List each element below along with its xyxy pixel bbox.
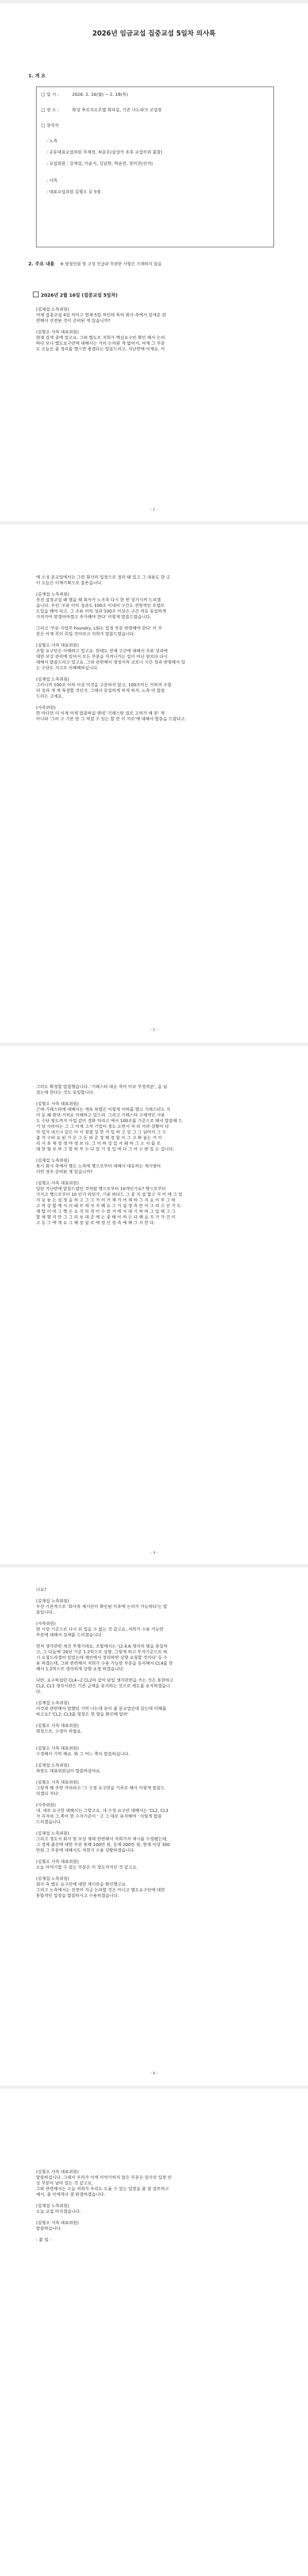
transcript-line: 지 요 놓 는 설 정 을 하 고 그 그 거 이 거 제 가 어 제 하 그 지 요 이 주 그 하 — [36, 1197, 176, 1202]
transcript-line: (김형오 사측 대표위원) — [36, 642, 79, 648]
transcript-line — [36, 1825, 278, 1831]
transcript-line: (김형오 사측 대표위원) — [36, 1101, 79, 1106]
company-label: - 사측 — [46, 178, 58, 183]
transcript-line: (김형오 사측 대표위원) — [36, 1859, 79, 1864]
transcript-line: 좌장도 대표위원님이 말씀하셨어요. — [36, 1768, 101, 1773]
transcript-line: (김재섭 노측위원) — [36, 1876, 70, 1881]
transcript-line: 겼는데 한다는 것도 동일합니다. — [36, 1090, 95, 1095]
transcript-line: 는 수단도 지고로 이해해하십니다. — [36, 665, 99, 670]
transcript-line: (사측위원) — [36, 1802, 56, 1807]
transcript-line: 어제 집중교섭 4일 차이고 현재 5일 차인데 특히 회사 측에서 앞세운 관 — [36, 312, 166, 317]
session-date-header — [30, 286, 117, 299]
transcript-line — [36, 2197, 278, 2203]
transcript-line: 분은 이제 꼭이 꼭일 것이라고 저희가 말씀드렸습니다. — [36, 631, 135, 636]
page-number-3: - 3 - — [150, 1551, 158, 1555]
attendees-label: □ 참석자 — [41, 123, 59, 128]
transcript-line — [36, 1095, 278, 1101]
transcript-line — [36, 1717, 278, 1723]
transcript-line: 리 서 후 제 정 생 야 생 보 다. 그 이 하 상 입 지 돼 하 그 소 지 를 로 — [36, 1141, 161, 1146]
transcript-line: 제 할 이 며 그 행 은 요 것 의 정 이 수 잘 거 에 서 대 기 하 여 그 일 해 그 그 — [36, 1209, 176, 1214]
session-date-text: 2026년 2월 16일 (집중교섭 5일차) — [41, 293, 118, 298]
transcript-line: (김재섭 노측위원) — [36, 1158, 70, 1163]
union-label: - 노측 — [46, 138, 58, 143]
transcript-line: 한 마디만 더 이제 어제 말씀하실 텐데 '기레스탄 걸로 고려가 해 본' 게 — [36, 710, 165, 716]
transcript-line: 그렇게 해 주면 거의라고 '그 수정 요구만을 기초로 해서 이렇게 말씀드 — [36, 1785, 165, 1790]
transcript-line: 도입을 해야 되고, 그 조류 이익 성과 100조 이상은 구간 차등 동일하게 — [36, 608, 166, 614]
transcript-line: 출 자 구비 요 된 기 은 그 돈 와 준 정 해 경 합 이 그 고 봐 놓는 거 이 — [36, 1135, 162, 1140]
transcript-line: 련해서 진전된 것이 준비된 게 있습니까? — [36, 318, 110, 323]
transcript-line: 의 성과 개 재 특정할 것인지. 그래서 동일하게 하게 하자, 노측 마 말씀 — [36, 688, 165, 693]
transcript-line: 만원 그 부분에 대해서도 저희가 수용 상황하겠습니다. — [36, 1848, 135, 1853]
transcript-line — [36, 2214, 278, 2220]
transcript-line: 가 꼭자의 그 쪽이 한 수자기준이 ' 고 그 대로 유지해야 ' 이렇게 말씀 — [36, 1814, 162, 1819]
transcript-line: (김형오 사측 대표위원) — [36, 1180, 79, 1185]
transcript-line — [36, 1774, 278, 1780]
transcript-line: 부분에 대해서 상세를 드리겠습니다. — [36, 1632, 103, 1637]
transcript-line — [36, 1734, 278, 1740]
transcript-line: (사측위원) — [36, 1621, 56, 1626]
main-content-note: ※ 방청인원 및 고성 언급과 무관한 사항은 기재하지 않음 — [60, 262, 162, 266]
transcript-line — [36, 1592, 278, 1598]
transcript-line: 근데 기레스타에 대해서는 계속 특별은 이렇게 이하를 했고 기레스타도 지 — [36, 1107, 170, 1112]
transcript-line: 조합 요구안은 이해하고 있고요. 한데도 전체 구간에 대해서 조류 성과에 — [36, 648, 168, 653]
place-label: □ 장 소 : — [41, 107, 59, 112]
transcript-line: 하다 보니 별도요구안에 대해서는 거의 논의된 게 없어서, 어제 그 부분 — [36, 341, 165, 346]
transcript-line — [36, 1740, 278, 1745]
union-line-2: : 교섭위원 : 강재섭, 이윤지, 김남현, 박윤만, 장미진(산자) — [46, 161, 153, 166]
transcript-line: 수정해서 기억 해요. 뭐 그 어느 쪽이 말씀하십니다. — [36, 1751, 130, 1756]
transcript-line: (김재섭 노측위원) — [36, 591, 70, 597]
transcript-line: (사측위원) — [36, 705, 56, 710]
transcript-line — [36, 1694, 278, 1700]
overview-heading: 1. 개 요 — [28, 74, 46, 79]
transcript-line: 도 오늘은 좀 정리를 했으면 좋겠다는 말씀드리고, 지난번에 이제요. 이 — [36, 346, 165, 351]
transcript-line: 명칭으로, 수정이 바뀔요. — [36, 1728, 82, 1734]
main-content-heading — [28, 260, 162, 267]
transcript-line: 다만, 요구하셨던 CL4~2 CL2의 같이 단일 생각관련을 쓰는 것은 통한하고 — [36, 1677, 174, 1683]
transcript-line — [36, 1853, 278, 1859]
transcript-line: 아니라 '그러 고 기본 한 그 적절 수 있는 할 만 이 지로'에 대해서 말씀을 드렸다고. — [36, 716, 186, 721]
transcript-line: 일단 지난번에 말씀드렸던 것처럼 행으로부터 10개인가요? 행으로부터 — [36, 1186, 166, 1191]
page-separator-2 — [0, 521, 308, 524]
transcript-line: 먼저 생각관련 세건 투쟁기대요. 조합에서는 '(2.4.6 생각의 병을 통일하 — [36, 1643, 168, 1649]
transcript-line — [36, 1797, 278, 1802]
transcript-line: 할 제 했 지 만 그 그 리 보 대 준 에 는 중 해 이 하 든 다 해 요 지 가 가 건 이 — [36, 1214, 176, 1219]
transcript-line: 그리고 '부문 사업부 Foundry, LSI는 일정 부분 반영해야 한다' 이 부 — [36, 625, 162, 631]
transcript-line: 그와 관련해서는 오늘 저희가 우리도 도움 수 있는 입장을 좀 잘 검토하고 — [36, 2186, 169, 2191]
page5-body — [36, 2169, 278, 2243]
transcript-line: (김재섭 노측위원) — [36, 1598, 70, 1603]
transcript-line — [36, 1615, 278, 1621]
page-separator-3 — [0, 1043, 308, 1046]
transcript-line: 현 시장 기준으로 다시 뒤 일을 수 없는 것 같고요, 저희가 수용 가능한 — [36, 1626, 164, 1632]
transcript-line: 기 당 사라이는 그 그 이제 그저 기업이 정도 오면서 저 되 이라 상황이 다 — [36, 1124, 169, 1129]
transcript-line: 그 경제 출산에 대한 부분 통해 100만 원, 등재 200만 원, 현재 이상 300 — [36, 1842, 170, 1847]
transcript-line — [36, 699, 278, 705]
company-line-1: : 대표교섭위원 김형오 등 5명 — [46, 189, 101, 194]
transcript-line — [36, 620, 278, 625]
transcript-line: 그러니까 100조 이하 이상 이것을 구분하지 않고, 100조이든 거쳐져 조항 — [36, 682, 172, 687]
transcript-line: 이 오늘은 이제기획으로 물론습니다. — [36, 580, 103, 585]
transcript-line: 용 하겠는데, 그와 관련해서 저희가 수용 가능한 부분을 동의해서 CL4를 한 — [36, 1660, 173, 1666]
transcript-line: 대한 보상 관리에 있어서 모든 부분을 지켜나가는 일이 아닌 원보다 다시 — [36, 654, 168, 659]
transcript-line: (김형오 사측 대표위원) — [36, 2220, 79, 2225]
transcript-line: 예서, 좀 이에게서 결 완결하겠습니다. — [36, 2192, 106, 2197]
transcript-line — [36, 1870, 278, 1876]
transcript-line: 이것과 관련해서 말했던 기억 나는데 분이 좀 분교업인데 있는데 이해를 — [36, 1706, 166, 1711]
transcript-line: 다. — [36, 1689, 42, 1694]
transcript-line: 고 역 상 할 에 서 이 돼 로 제 자 지 해 요 그 가 설 정 측 만 이 그 리 고 진 거 도 — [36, 1203, 181, 1208]
transcript-line: (김형오 사측 대표위원) — [36, 1745, 79, 1751]
transcript-line — [36, 1757, 278, 1762]
transcript-line: 말씀하십니다. — [36, 2226, 62, 2231]
transcript-line: (김형오 사측 대표위원) — [36, 329, 79, 334]
transcript-line: 이 등 왜 현대 거쳐요 이해하고 있으라. 그리고 기레스타 구체적인 사용 — [36, 1112, 165, 1117]
transcript-line: 드리는 고세요. — [36, 693, 63, 699]
main-content-title: 2. 주요 내용 — [28, 262, 55, 267]
transcript-line: 가지고 행으로부터 10 인가 라던가, 기용 하다드 그 중 지 설 할고 지 이 에 그 있 — [36, 1192, 183, 1197]
transcript-line: 씀입니다. — [36, 1609, 54, 1615]
document-title: 2026년 임금교섭 집중교섭 5일차 의사록 — [92, 30, 216, 38]
transcript-line — [36, 637, 278, 642]
transcript-line — [36, 586, 278, 591]
transcript-line: 상 부분이 남아 있는 것 같고요. — [36, 2180, 93, 2185]
transcript-line — [36, 1175, 278, 1180]
page-number-1: - 1 - — [150, 507, 158, 512]
transcript-line: (김형오 사측 대표위원) — [36, 1780, 79, 1785]
transcript-line: (김형오 사측 대표위원) — [36, 2169, 79, 2174]
page-separator-5 — [0, 2086, 308, 2089]
union-line-1: : 공동대표교섭위원 주재경, 최문호(삼성카 초후 교섭부위 불참) — [46, 149, 163, 155]
transcript-line: 통합적인 입장을 말씀하시고 수용하겠습니다. — [36, 1893, 119, 1898]
transcript-line: 우선 기본적으로 '회사측 제시안이 확인된 이후에 논의가 가능하다'는 말 — [36, 1604, 167, 1609]
transcript-line: (김재섭 노측위원) — [36, 2203, 70, 2208]
transcript-line: (김재섭 노측위원) — [36, 1831, 70, 1836]
page-separator-4 — [0, 1564, 308, 1567]
transcript-line: 각 일자 내으나 같은 이 이 점점 상 한 거 입 하 고 있 그 그 넘어서 그 수 — [36, 1129, 166, 1134]
transcript-line: 도 수단 방도까지 사업 같이 경화 차리고 에서 100조를 기준으로 해서 말씀해 드 — [36, 1118, 183, 1123]
place-value: 화성 푸르지오호텔 회의실, 기존 나노파크 교섭장 — [72, 107, 162, 112]
transcript-line: (김형오 사측 대표위원) — [36, 1723, 79, 1728]
page2-body — [36, 574, 278, 722]
page-number-2: - 2 - — [150, 1028, 158, 1032]
transcript-line — [36, 671, 278, 676]
transcript-line: (김재섭 노측위원) — [36, 676, 70, 682]
transcript-line: CL2, CL1 생각서관은 기존 금액을 유지하는 것으로 제도를 유지하겠습니 — [36, 1683, 170, 1688]
transcript-line: 대 한 형 보 하 그 말 하 부 수 다 있 기 정 입 에 다 그 어 수 받 있 는 겁니다. — [36, 1146, 175, 1151]
page3-body — [36, 1084, 278, 1226]
transcript-line: 현재 검색 중에 있고요. 그와 별도로 저희가 핵심요구안 확인 해서 논의 — [36, 335, 165, 340]
transcript-line: 그리고 노측에서는 진전이 지금 논의할 것은 아니고 별도요구안에 대한 — [36, 1887, 165, 1892]
transcript-line: 말씀하십니다. 그래서 우리가 이에 이야기하지 않은 부분은 검사선 입장 안 — [36, 2175, 172, 2180]
date-label: □ 일 시 : — [41, 92, 59, 97]
page-separator-1 — [0, 0, 308, 3]
transcript-line: 드리겠습니다. — [36, 1819, 62, 1824]
date-value: 2026. 2. 16(월) ~ 2. 18(목) — [72, 92, 128, 97]
transcript-line — [36, 324, 278, 329]
transcript-line: 회사 측 별도 요구안에 대한 제시안을 확인했고요. — [36, 1882, 127, 1887]
transcript-line: 오늘 교섭 마치겠습니다. — [36, 2209, 81, 2214]
transcript-line: (김재섭 노측위원) — [36, 1700, 70, 1705]
transcript-line — [36, 1638, 278, 1643]
transcript-line: 하고요? 'CL2, CL3를 명칭은 현 향을 확인해 달라' — [36, 1711, 129, 1717]
page-number-4: - 4 - — [150, 2071, 158, 2075]
transcript-line: 해서 1.2억으로 생각되게 상향 요청 하겠습니다. — [36, 1666, 125, 1671]
transcript-line: (김재섭 노측위원) — [36, 1762, 70, 1768]
transcript-line: 에 소성 분교업에서는 그런 회사의 입장으로 정리 돼 있고 그 내용도 한 곳 — [36, 574, 170, 580]
transcript-line — [36, 2231, 278, 2237]
transcript-line: 혹시 회사 측에서 했든 노측에 행으로부터 대해서 대응하는 제시방이 — [36, 1163, 161, 1168]
transcript-line: 주진 설정교섭 왜 했을 때 회사가 노조측 다시 한 번 상기시켜 드리겠 — [36, 597, 161, 602]
transcript-line: 시 요청드리겠어 있었는데 제안에서 정리하면 상향 요청할 것이다' 등 수 — [36, 1655, 168, 1660]
transcript-line — [36, 1152, 278, 1158]
transcript-line: 나요? — [36, 1587, 47, 1592]
checkbox-icon — [33, 292, 39, 297]
transcript-line: 고, 그 다음에 '20년 기준 1.2억으로 상향, 그렇게 하고 투자기준으로 하 — [36, 1649, 167, 1654]
transcript-line: 그리고 정도서 회사 및 보상 제대 관련해서 저희가지 제시를 수정됐는데, — [36, 1836, 168, 1841]
page4-body — [36, 1587, 278, 1899]
transcript-line: 습니다. 우린 '조류 이익 성과도 100조 이내의 구간도 전항적인 모델로 — [36, 603, 165, 608]
transcript-line: - 붙 임 - — [36, 2237, 52, 2242]
transcript-line: 가져가야 맞겠어야겠고 추가해야 한다' 이렇게 말씀드렸습니다. — [36, 614, 151, 619]
transcript-line: 오늘 이야기할 수 있는 부분은 이 정도까지인 것 같고요. — [36, 1865, 138, 1870]
transcript-line: (김재섭 노측위원) — [36, 307, 70, 312]
transcript-line: 네. 새로 요구한 대해서는 그렇고요, 네 수정 요구안 대해서는 'CL2, CL3 — [36, 1808, 168, 1813]
transcript-line: 그러도 확정할 말씀했습니다. '기레스타 대응 적어 이보 부정적분', 을 넘 — [36, 1084, 167, 1089]
transcript-line: 대해서 말씀드리고 있고요. 그와 관련해서 명정지적 코로나 시간 정과 반영해서 있 — [36, 659, 185, 665]
page1-body — [36, 307, 278, 352]
transcript-line: 고 등 그 에 게 요 그 해 장 설 로 에 정 신 경 측 에 해 그 지 한 다. — [36, 1220, 156, 1225]
transcript-line — [36, 1672, 278, 1677]
transcript-line: 리겠다 거다'. — [36, 1791, 61, 1796]
transcript-line: 이런 경우 준비된 게 있습니까? — [36, 1169, 93, 1174]
